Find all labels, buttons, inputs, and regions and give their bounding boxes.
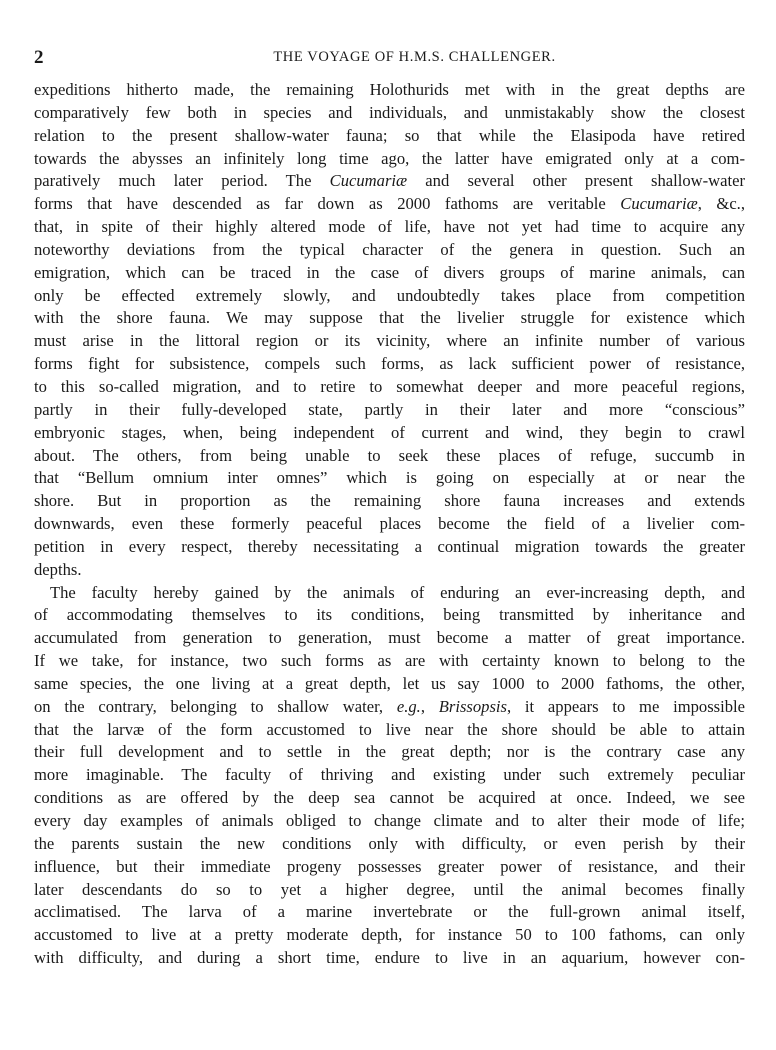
- text-line: [34, 719, 745, 742]
- page-number: 2: [34, 47, 44, 68]
- text-line: [34, 125, 745, 148]
- text-line: [34, 536, 745, 559]
- text-line: [34, 879, 745, 902]
- text: acclimatised. The larva of a marine invertebrate or the full-grown animal itself,: [34, 902, 745, 922]
- text-line: [34, 901, 745, 924]
- text: of accommodating themselves to its conditions, being transmitted by inheritance and: [34, 605, 745, 625]
- text-line: [34, 924, 745, 947]
- text-line: [34, 170, 745, 193]
- italic-text: Brissopsis: [438, 696, 507, 716]
- text-line: [34, 239, 745, 262]
- text-line: [34, 513, 745, 536]
- text-line: [34, 604, 745, 627]
- italic-text: Cucumariæ: [620, 194, 698, 214]
- text-line: [34, 673, 745, 696]
- text-line: [34, 307, 745, 330]
- text-line: [34, 467, 745, 490]
- text: every day examples of animals obliged to change climate and to alter their mode of life;: [34, 811, 745, 830]
- text: with difficulty, and during a short time, endure to live in an aquarium, however con-: [34, 948, 745, 968]
- text: on the contrary, belonging to shallow water,: [34, 696, 397, 716]
- text-line: [34, 262, 745, 285]
- text-line: [34, 696, 745, 719]
- text-line: [34, 559, 745, 582]
- text: that “Bellum omnium inter omnes” which is going on especially at or near the: [34, 468, 745, 488]
- text-line: [34, 490, 745, 513]
- text: to this so-called migration, and to retire to somewhat deeper and more peaceful regions,: [34, 376, 745, 396]
- text: forms that have descended as far down as 2000 fathoms are veritable: [34, 194, 621, 214]
- text: depths.: [34, 559, 82, 579]
- running-title: THE VOYAGE OF H.M.S. CHALLENGER.: [273, 49, 556, 65]
- text: that the larvæ of the form accustomed to live near the shore should be able to attain: [34, 719, 745, 739]
- text-line: [34, 627, 745, 650]
- text: that, in spite of their highly altered mode of life, have not yet had time to acquire any: [34, 217, 745, 237]
- text-line: [34, 285, 745, 308]
- text-line: [34, 353, 745, 376]
- paragraph: [34, 79, 745, 582]
- text: their full development and to settle in the great depth; nor is the contrary case any: [34, 742, 745, 762]
- text-line: [34, 833, 745, 856]
- text: with the shore fauna. We may suppose that the livelier struggle for existence which: [34, 308, 745, 328]
- text-line: [34, 216, 745, 239]
- text: If we take, for instance, two such forms as are with certainty known to belong to the: [34, 651, 745, 671]
- text-line: [34, 741, 745, 764]
- text: , it appears to me impossible: [507, 696, 745, 716]
- text: embryonic stages, when, being independent of current and wind, they begin to crawl: [34, 422, 745, 442]
- text: ,: [420, 696, 439, 716]
- text: paratively much later period. The: [34, 171, 330, 191]
- text: only be effected extremely slowly, and undoubtedly takes place from competition: [34, 285, 745, 305]
- text-line: [34, 102, 745, 125]
- text: towards the abysses an infinitely long time ago, the latter have emigrated only at a com-: [34, 148, 745, 168]
- text: more imaginable. The faculty of thriving and existing under such extremely peculiar: [34, 765, 745, 785]
- text: emigration, which can be traced in the case of divers groups of marine animals, can: [34, 262, 745, 282]
- text-line: [34, 148, 745, 171]
- text-line: [34, 856, 745, 879]
- text-line: [34, 650, 745, 673]
- text: expeditions hitherto made, the remaining Holothurids met with in the great depths are: [34, 80, 745, 99]
- text: noteworthy deviations from the typical character of the genera in question. Such an: [34, 239, 745, 259]
- paragraph: [34, 582, 745, 970]
- text: influence, but their immediate progeny possesses greater power of resistance, and their: [34, 856, 745, 876]
- text-line: [34, 330, 745, 353]
- text: comparatively few both in species and individuals, and unmistakably show the closest: [34, 102, 745, 122]
- text: about. The others, from being unable to seek these places of refuge, succumb in: [34, 445, 745, 465]
- italic-text: Cucumariæ: [329, 171, 408, 191]
- text: , &c.,: [697, 194, 745, 214]
- text: conditions as are offered by the deep sea cannot be acquired at once. Indeed, we see: [34, 788, 745, 808]
- text: the parents sustain the new conditions only with difficulty, or even perish by their: [34, 833, 745, 853]
- text-line: [34, 764, 745, 787]
- text: accustomed to live at a pretty moderate depth, for instance 50 to 100 fathoms, can only: [34, 925, 745, 945]
- text: must arise in the littoral region or its vicinity, where an infinite number of various: [34, 331, 745, 351]
- text: petition in every respect, thereby necessitating a continual migration towards the greater: [34, 536, 745, 556]
- text: accumulated from generation to generation, must become a matter of great importance.: [34, 628, 745, 648]
- text: relation to the present shallow-water fauna; so that while the Elasipoda have retired: [34, 125, 745, 145]
- text-line: [34, 422, 745, 445]
- text: forms fight for subsistence, compels such forms, as lack sufficient power of resistance,: [34, 354, 745, 374]
- text: same species, the one living at a great depth, let us say 1000 to 2000 fathoms, the other,: [34, 673, 745, 693]
- text-line: [34, 787, 745, 810]
- text: and several other present shallow-water: [407, 171, 745, 191]
- text-line: [34, 947, 745, 970]
- text: downwards, even these formerly peaceful places become the field of a livelier com-: [34, 514, 745, 534]
- body-text: [34, 79, 745, 970]
- text-line: [34, 193, 745, 216]
- text-line: [34, 376, 745, 399]
- text-line: [34, 79, 745, 102]
- page-header: [34, 47, 745, 69]
- text-line: [34, 399, 745, 422]
- text: The faculty hereby gained by the animals of enduring an ever-increasing depth, and: [50, 582, 745, 602]
- text-line: [34, 582, 745, 605]
- text-line: [34, 810, 745, 833]
- text: shore. But in proportion as the remaining shore fauna increases and extends: [34, 491, 745, 511]
- text: later descendants do so to yet a higher degree, until the animal becomes finally: [34, 879, 745, 899]
- text-line: [34, 445, 745, 468]
- text: partly in their fully-developed state, partly in their later and more “conscious”: [34, 399, 745, 419]
- italic-text: e.g.: [396, 696, 421, 716]
